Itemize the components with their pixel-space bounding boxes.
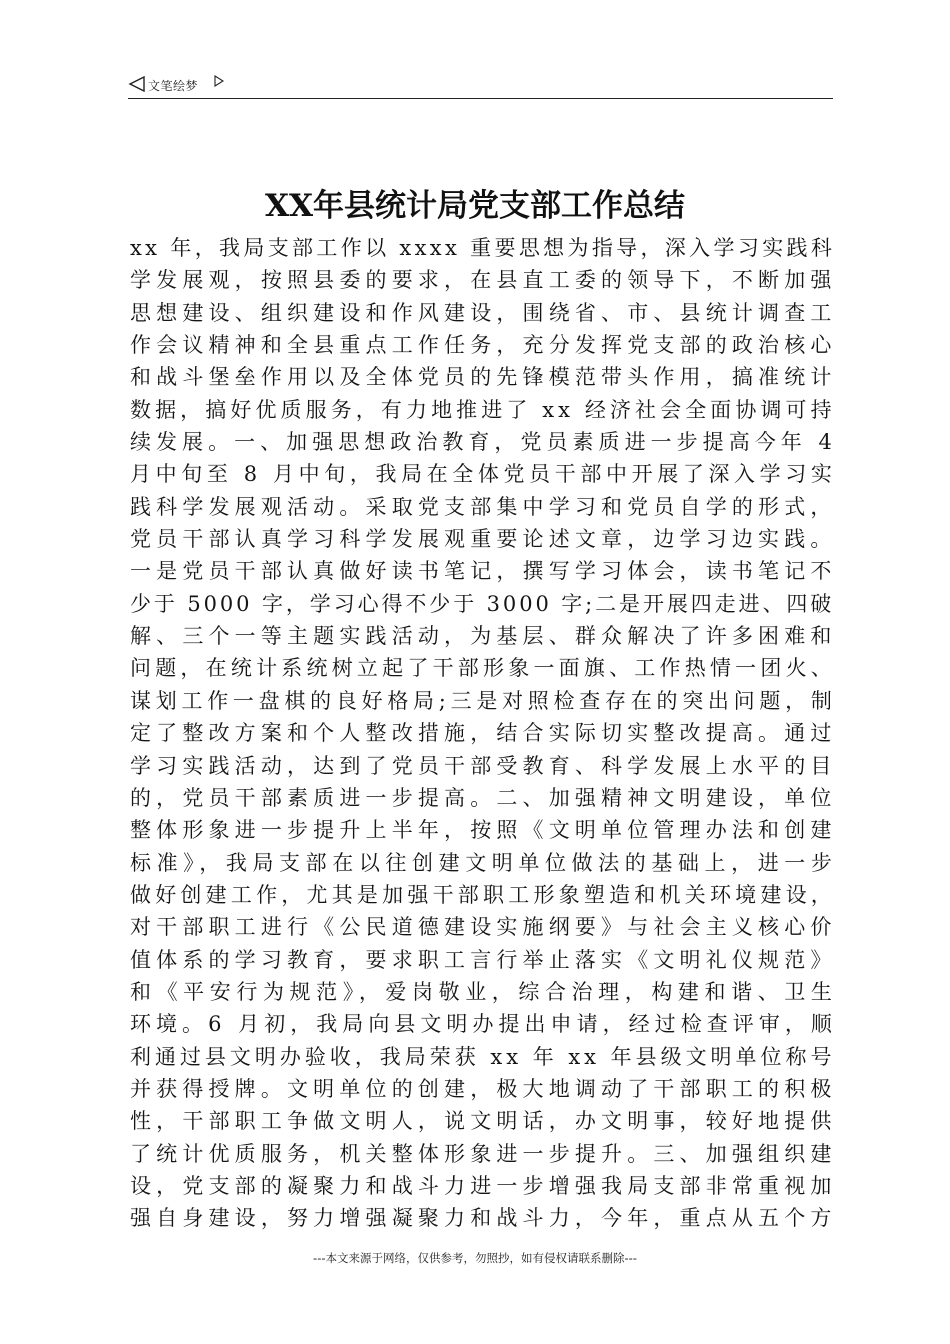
body-line: 问题，在统计系统树立起了干部形象一面旗、工作热情一团火、: [130, 656, 837, 681]
body-line: 谋划工作一盘棋的良好格局;三是对照检查存在的突出问题，制: [130, 688, 837, 713]
body-line: 践科学发展观活动。采取党支部集中学习和党员自学的形式，: [130, 494, 837, 519]
triangle-left-icon: [128, 76, 146, 92]
body-line: 强自身建设，努力增强凝聚力和战斗力，今年，重点从五个方: [130, 1206, 837, 1231]
body-line: 思想建设、组织建设和作风建设，围绕省、市、县统计调查工: [130, 300, 837, 325]
body-line: 设，党支部的凝聚力和战斗力进一步增强我局支部非常重视加: [130, 1173, 837, 1198]
body-line: 党员干部认真学习科学发展观重要论述文章，边学习边实践。: [130, 527, 837, 552]
body-line: 定了整改方案和个人整改措施，结合实际切实整改提高。通过: [130, 721, 837, 746]
body-line: 了统计优质服务，机关整体形象进一步提升。三、加强组织建: [130, 1141, 837, 1166]
body-line: 并获得授牌。文明单位的创建，极大地调动了干部职工的积极: [130, 1076, 837, 1101]
body-line: 续发展。一、加强思想政治教育，党员素质进一步提高今年 4: [130, 430, 837, 455]
body-line: 环境。6 月初，我局向县文明办提出申请，经过检查评审，顺: [130, 1012, 837, 1037]
document-title: XX年县统计局党支部工作总结: [264, 188, 686, 224]
body-line: 作会议精神和全县重点工作任务，充分发挥党支部的政治核心: [130, 333, 837, 358]
body-line: 利通过县文明办验收，我局荣获 xx 年 xx 年县级文明单位称号: [130, 1044, 836, 1069]
body-line: 一是党员干部认真做好读书笔记，撰写学习体会，读书笔记不: [130, 559, 837, 584]
body-line: 做好创建工作，尤其是加强干部职工形象塑造和机关环境建设，: [130, 882, 837, 907]
body-line: 学发展观，按照县委的要求，在县直工委的领导下，不断加强: [130, 268, 837, 293]
body-line: 的，党员干部素质进一步提高。二、加强精神文明建设，单位: [130, 785, 837, 810]
body-line: 少于 5000 字，学习心得不少于 3000 字;二是开展四走进、四破: [130, 591, 835, 616]
body-line: 和战斗堡垒作用以及全体党员的先锋模范带头作用，搞准统计: [130, 365, 837, 390]
body-line: 学习实践活动，达到了党员干部受教育、科学发展上水平的目: [130, 753, 837, 778]
body-line: 对干部职工进行《公民道德建设实施纲要》与社会主义核心价: [130, 915, 837, 940]
body-line: 值体系的学习教育，要求职工言行举止落实《文明礼仪规范》: [130, 947, 837, 972]
body-line: 月中旬至 8 月中旬，我局在全体党员干部中开展了深入学习实: [130, 462, 837, 487]
page-footer-disclaimer: ---本文来源于网络，仅供参考，勿照抄，如有侵权请联系删除---: [313, 1251, 637, 1265]
triangle-right-icon: [214, 75, 224, 87]
body-line: 和《平安行为规范》，爱岗敬业，综合治理，构建和谐、卫生: [130, 979, 838, 1004]
document-body: [130, 232, 838, 1235]
body-line: 性，干部职工争做文明人，说文明话，办文明事，较好地提供: [130, 1109, 837, 1134]
body-line: 整体形象进一步提升上半年，按照《文明单位管理办法和创建: [130, 818, 837, 843]
body-line: 解、三个一等主题实践活动，为基层、群众解决了许多困难和: [130, 624, 837, 649]
page-header: [128, 72, 833, 99]
body-line: 标准》，我局支部在以往创建文明单位做法的基础上，进一步: [130, 850, 838, 875]
body-line: 数据，搞好优质服务，有力地推进了 xx 经济社会全面协调可持: [130, 397, 836, 422]
body-line: xx 年，我局支部工作以 xxxx 重要思想为指导，深入学习实践科: [130, 236, 836, 260]
header-brand: 文笔绘梦: [148, 79, 199, 93]
